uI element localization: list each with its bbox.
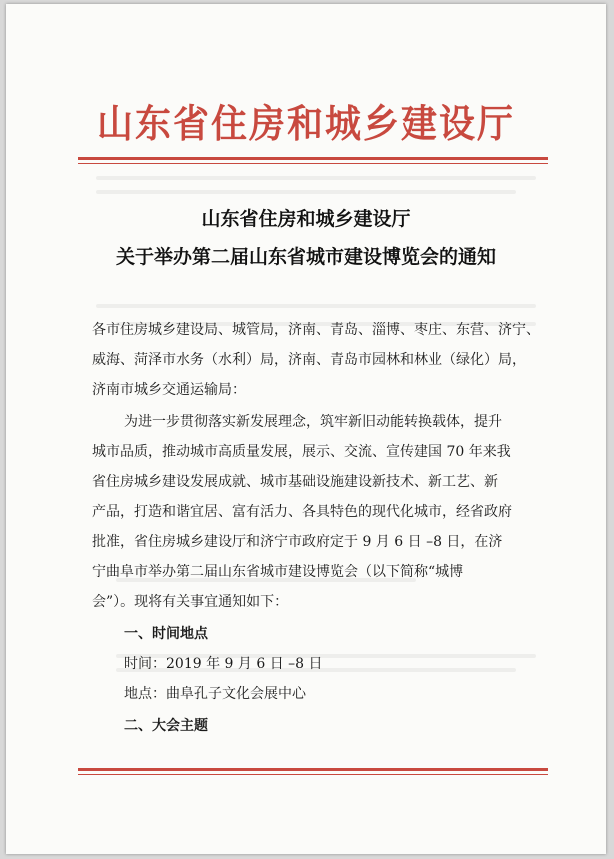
footer-rule-thin: [78, 774, 548, 775]
masthead-rule-thin: [78, 163, 548, 164]
section1-place: 地点：曲阜孔子文化会展中心: [124, 686, 306, 702]
body-line: 会”）。现将有关事宜通知如下：: [92, 594, 289, 610]
section1-heading: 一、时间地点: [124, 626, 208, 642]
document-title-line2: 关于举办第二届山东省城市建设博览会的通知: [115, 246, 496, 268]
section2-heading: 二、大会主题: [124, 718, 208, 734]
body-line: 宁曲阜市举办第二届山东省城市建设博览会（以下简称“城博: [92, 564, 464, 580]
body-line: 批准，省住房城乡建设厅和济宁市政府定于 9 月 6 日 –8 日，在济: [92, 534, 503, 550]
masthead: 山东省住房和城乡建设厅: [96, 102, 515, 147]
section1-time: 时间：2019 年 9 月 6 日 –8 日: [124, 656, 323, 672]
masthead-rule-thick: [78, 157, 548, 160]
addressee-line: 济南市城乡交通运输局：: [92, 382, 246, 398]
addressee-line: 各市住房城乡建设局、城管局，济南、青岛、淄博、枣庄、东营、济宁、: [92, 322, 540, 338]
document-title-line1: 山东省住房和城乡建设厅: [201, 208, 411, 230]
body-line: 为进一步贯彻落实新发展理念，筑牢新旧动能转换载体，提升: [124, 414, 502, 430]
body-line: 产品，打造和谐宜居、富有活力、各具特色的现代化城市，经省政府: [92, 504, 512, 520]
addressee-line: 威海、菏泽市水务（水利）局，济南、青岛市园林和林业（绿化）局，: [92, 352, 526, 368]
body-line: 城市品质，推动城市高质量发展，展示、交流、宣传建国 70 年来我: [92, 444, 511, 460]
body-line: 省住房城乡建设发展成就、城市基础设施建设新技术、新工艺、新: [92, 474, 498, 490]
bleed-through-mark: [96, 190, 516, 194]
footer-rule-thick: [78, 768, 548, 771]
bleed-through-mark: [96, 176, 536, 180]
document-page: [6, 4, 606, 854]
bleed-through-mark: [96, 304, 536, 308]
